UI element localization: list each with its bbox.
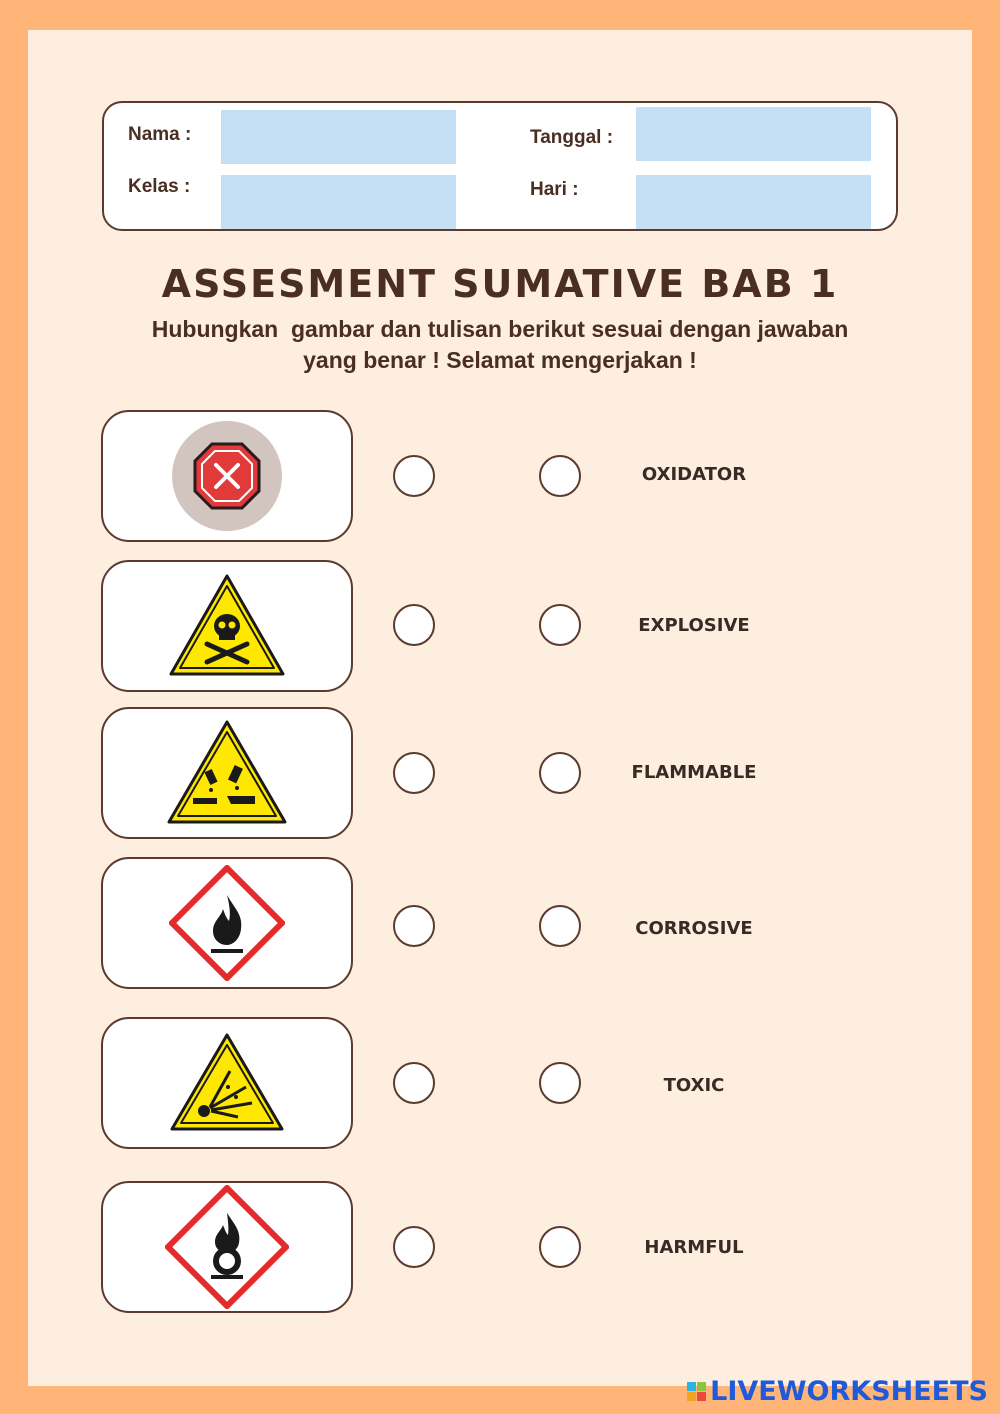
- answer-label-4: CORROSIVE: [635, 918, 753, 939]
- image-card-4: [101, 857, 353, 989]
- match-dot-left-6[interactable]: [393, 1226, 435, 1268]
- image-card-5: [101, 1017, 353, 1149]
- match-dot-left-2[interactable]: [393, 604, 435, 646]
- date-label: Tanggal :: [530, 127, 614, 148]
- day-field[interactable]: [636, 175, 871, 229]
- flammable-flame-icon: [169, 865, 285, 981]
- image-card-1: [101, 410, 353, 542]
- explosive-icon: [168, 1031, 286, 1135]
- match-dot-right-1[interactable]: [539, 455, 581, 497]
- toxic-skull-crossbones-icon: [167, 572, 287, 680]
- liveworksheets-logo-mark-icon: [687, 1382, 706, 1401]
- match-dot-right-2[interactable]: [539, 604, 581, 646]
- instruction-line-1: Hubungkan gambar dan tulisan berikut sesuai dengan jawaban: [151, 316, 849, 342]
- match-dot-right-6[interactable]: [539, 1226, 581, 1268]
- image-card-2: [101, 560, 353, 692]
- day-label: Hari :: [530, 179, 579, 200]
- match-dot-right-5[interactable]: [539, 1062, 581, 1104]
- class-label: Kelas :: [128, 176, 191, 197]
- match-dot-left-3[interactable]: [393, 752, 435, 794]
- match-dot-left-5[interactable]: [393, 1062, 435, 1104]
- image-card-3: [101, 707, 353, 839]
- match-dot-left-4[interactable]: [393, 905, 435, 947]
- page-title: ASSESMENT SUMATIVE BAB 1: [161, 262, 839, 306]
- answer-label-6: HARMFUL: [644, 1237, 744, 1258]
- image-card-6: [101, 1181, 353, 1313]
- corrosive-icon: [165, 718, 289, 828]
- name-field[interactable]: [221, 110, 456, 164]
- match-dot-right-3[interactable]: [539, 752, 581, 794]
- match-dot-left-1[interactable]: [393, 455, 435, 497]
- answer-label-5: TOXIC: [663, 1075, 725, 1096]
- date-field[interactable]: [636, 107, 871, 161]
- class-field[interactable]: [221, 175, 456, 229]
- oxidizing-flame-over-circle-icon: [165, 1185, 289, 1309]
- answer-label-1: OXIDATOR: [641, 464, 747, 485]
- name-label: Nama :: [128, 124, 192, 145]
- answer-label-2: EXPLOSIVE: [638, 615, 750, 636]
- liveworksheets-logo: [687, 1374, 988, 1408]
- match-dot-right-4[interactable]: [539, 905, 581, 947]
- instructions: [100, 314, 900, 376]
- watermark-text: LIVEWORKSHEETS: [710, 1375, 988, 1407]
- harmful-stop-octagon-icon: [171, 420, 283, 532]
- answer-label-3: FLAMMABLE: [631, 762, 757, 783]
- instruction-line-2: yang benar ! Selamat mengerjakan !: [303, 347, 697, 373]
